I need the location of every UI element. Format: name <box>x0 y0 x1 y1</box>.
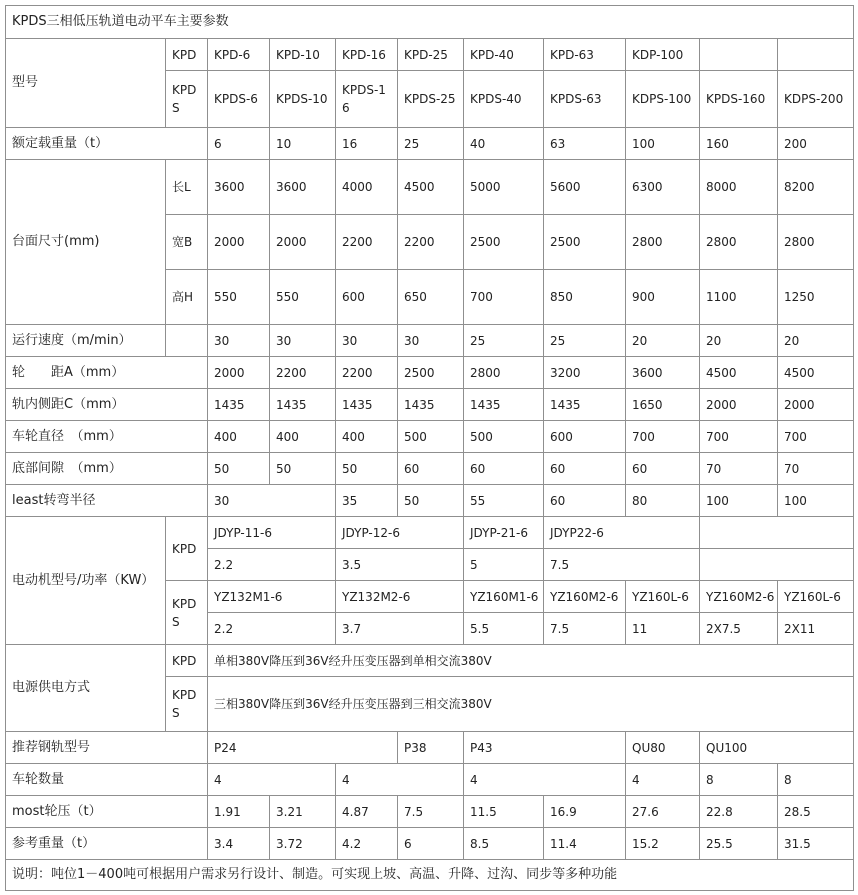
power-kpd-row <box>6 645 854 677</box>
rail-row <box>6 732 854 764</box>
motor-kpds-power: 2X7.5 <box>700 613 778 645</box>
load-cell: 40 <box>464 128 544 160</box>
motor-kpd-power: 3.5 <box>336 549 464 581</box>
size-cell: 2200 <box>398 215 464 270</box>
speed-row <box>6 325 854 357</box>
model-kpd-cell: KPD-16 <box>336 39 398 71</box>
motor-kpd-model-row <box>6 517 854 549</box>
model-kpd-cell: KDP-100 <box>626 39 700 71</box>
speed-cell: 25 <box>544 325 626 357</box>
size-cell: 600 <box>336 270 398 325</box>
ref-weight-label: 参考重量（t） <box>6 828 208 860</box>
size-cell: 2500 <box>544 215 626 270</box>
rail-cell: QU80 <box>626 732 700 764</box>
ref-weight-cell: 25.5 <box>700 828 778 860</box>
clearance-cell: 70 <box>700 453 778 485</box>
model-kpd-cell: KPD-40 <box>464 39 544 71</box>
motor-kpd-empty <box>700 517 854 549</box>
ref-weight-cell: 11.4 <box>544 828 626 860</box>
max-load-cell: 11.5 <box>464 796 544 828</box>
turn-radius-cell: 50 <box>398 485 464 517</box>
motor-label: 电动机型号/功率（KW） <box>6 517 166 645</box>
model-kpds-cell: KPDS-6 <box>208 71 270 128</box>
motor-kpds-power: 7.5 <box>544 613 626 645</box>
model-kpds-cell: KPDS-10 <box>270 71 336 128</box>
size-sub-label: 长L <box>166 160 208 215</box>
wheelbase-cell: 3200 <box>544 357 626 389</box>
clearance-cell: 60 <box>544 453 626 485</box>
wheel-count-cell: 8 <box>778 764 854 796</box>
clearance-label: 底部间隙 （mm） <box>6 453 208 485</box>
model-kpd-row <box>6 39 854 71</box>
gauge-label: 轨内侧距C（mm） <box>6 389 208 421</box>
speed-cell: 20 <box>778 325 854 357</box>
speed-cell: 30 <box>208 325 270 357</box>
wheel-count-row <box>6 764 854 796</box>
rail-cell: P43 <box>464 732 626 764</box>
turn-radius-cell: 55 <box>464 485 544 517</box>
size-cell: 1250 <box>778 270 854 325</box>
wheelbase-row <box>6 357 854 389</box>
motor-kpd-model: JDYP-21-6 <box>464 517 544 549</box>
wheelbase-cell: 4500 <box>700 357 778 389</box>
wheel-dia-cell: 400 <box>208 421 270 453</box>
model-kpds-cell: KDPS-100 <box>626 71 700 128</box>
max-load-cell: 28.5 <box>778 796 854 828</box>
motor-kpds-power: 2X11 <box>778 613 854 645</box>
size-cell: 2800 <box>700 215 778 270</box>
ref-weight-cell: 15.2 <box>626 828 700 860</box>
size-cell: 1100 <box>700 270 778 325</box>
model-kpd-empty <box>778 39 854 71</box>
clearance-cell: 60 <box>398 453 464 485</box>
max-load-cell: 16.9 <box>544 796 626 828</box>
size-cell: 2800 <box>778 215 854 270</box>
rail-cell: P38 <box>398 732 464 764</box>
model-label: 型号 <box>6 39 166 128</box>
motor-kpds-power: 2.2 <box>208 613 336 645</box>
max-load-row <box>6 796 854 828</box>
size-cell: 5000 <box>464 160 544 215</box>
power-kpds-label: KPDS <box>166 677 208 732</box>
turn-radius-cell: 35 <box>336 485 398 517</box>
clearance-cell: 50 <box>270 453 336 485</box>
size-cell: 550 <box>208 270 270 325</box>
speed-cell: 30 <box>398 325 464 357</box>
wheelbase-cell: 3600 <box>626 357 700 389</box>
motor-kpds-model: YZ132M2-6 <box>336 581 464 613</box>
max-load-label: most轮压（t） <box>6 796 208 828</box>
size-cell: 4000 <box>336 160 398 215</box>
size-cell: 4500 <box>398 160 464 215</box>
size-l-row <box>6 160 854 215</box>
wheel-count-cell: 8 <box>700 764 778 796</box>
speed-label: 运行速度（m/min） <box>6 325 166 357</box>
motor-kpds-model: YZ160M2-6 <box>544 581 626 613</box>
gauge-cell: 1650 <box>626 389 700 421</box>
turn-radius-cell: 60 <box>544 485 626 517</box>
ref-weight-cell: 3.4 <box>208 828 270 860</box>
motor-kpds-model: YZ160M1-6 <box>464 581 544 613</box>
ref-weight-cell: 31.5 <box>778 828 854 860</box>
wheel-dia-row <box>6 421 854 453</box>
wheel-dia-cell: 500 <box>398 421 464 453</box>
spec-table-container <box>5 5 854 891</box>
wheelbase-cell: 2200 <box>336 357 398 389</box>
motor-kpd-power: 7.5 <box>544 549 700 581</box>
load-cell: 100 <box>626 128 700 160</box>
size-cell: 8200 <box>778 160 854 215</box>
table-title: KPDS三相低压轨道电动平车主要参数 <box>6 6 854 39</box>
wheelbase-cell: 2200 <box>270 357 336 389</box>
wheel-dia-cell: 400 <box>336 421 398 453</box>
wheelbase-cell: 2500 <box>398 357 464 389</box>
motor-kpd-power: 5 <box>464 549 544 581</box>
clearance-cell: 50 <box>336 453 398 485</box>
gauge-cell: 2000 <box>700 389 778 421</box>
speed-empty <box>166 325 208 357</box>
motor-kpds-model: YZ160L-6 <box>626 581 700 613</box>
size-cell: 8000 <box>700 160 778 215</box>
load-cell: 6 <box>208 128 270 160</box>
wheel-dia-cell: 500 <box>464 421 544 453</box>
wheelbase-cell: 4500 <box>778 357 854 389</box>
gauge-cell: 2000 <box>778 389 854 421</box>
size-sub-label: 宽B <box>166 215 208 270</box>
model-kpds-cell: KPDS-40 <box>464 71 544 128</box>
model-kpds-cell: KPDS-16 <box>336 71 398 128</box>
max-load-cell: 4.87 <box>336 796 398 828</box>
speed-cell: 30 <box>270 325 336 357</box>
model-kpds-cell: KPDS-63 <box>544 71 626 128</box>
model-kpds-label: KPDS <box>166 71 208 128</box>
motor-kpd-model: JDYP-11-6 <box>208 517 336 549</box>
turn-radius-label: least转弯半径 <box>6 485 208 517</box>
ref-weight-cell: 6 <box>398 828 464 860</box>
model-kpd-cell: KPD-25 <box>398 39 464 71</box>
size-cell: 850 <box>544 270 626 325</box>
load-label: 额定载重量（t） <box>6 128 208 160</box>
speed-cell: 20 <box>626 325 700 357</box>
size-label: 台面尺寸(mm) <box>6 160 166 325</box>
gauge-row <box>6 389 854 421</box>
wheelbase-cell: 2800 <box>464 357 544 389</box>
model-kpd-empty <box>700 39 778 71</box>
speed-cell: 30 <box>336 325 398 357</box>
max-load-cell: 27.6 <box>626 796 700 828</box>
clearance-cell: 50 <box>208 453 270 485</box>
load-cell: 10 <box>270 128 336 160</box>
rail-cell: QU100 <box>700 732 854 764</box>
wheel-count-label: 车轮数量 <box>6 764 208 796</box>
motor-kpd-model: JDYP22-6 <box>544 517 700 549</box>
size-cell: 3600 <box>270 160 336 215</box>
size-cell: 2000 <box>208 215 270 270</box>
gauge-cell: 1435 <box>208 389 270 421</box>
max-load-cell: 3.21 <box>270 796 336 828</box>
turn-radius-row <box>6 485 854 517</box>
motor-kpds-power: 5.5 <box>464 613 544 645</box>
model-kpd-label: KPD <box>166 39 208 71</box>
ref-weight-cell: 3.72 <box>270 828 336 860</box>
wheel-dia-cell: 700 <box>700 421 778 453</box>
wheel-dia-cell: 600 <box>544 421 626 453</box>
ref-weight-cell: 8.5 <box>464 828 544 860</box>
model-kpds-cell: KPDS-160 <box>700 71 778 128</box>
load-cell: 16 <box>336 128 398 160</box>
wheel-count-cell: 4 <box>208 764 336 796</box>
title-row <box>6 6 854 39</box>
motor-kpds-model: YZ160M2-6 <box>700 581 778 613</box>
size-cell: 650 <box>398 270 464 325</box>
wheel-dia-label: 车轮直径 （mm） <box>6 421 208 453</box>
max-load-cell: 22.8 <box>700 796 778 828</box>
ref-weight-row <box>6 828 854 860</box>
gauge-cell: 1435 <box>544 389 626 421</box>
size-cell: 2800 <box>626 215 700 270</box>
size-cell: 900 <box>626 270 700 325</box>
wheel-count-cell: 4 <box>626 764 700 796</box>
size-cell: 2500 <box>464 215 544 270</box>
motor-kpd-power: 2.2 <box>208 549 336 581</box>
power-label: 电源供电方式 <box>6 645 166 732</box>
gauge-cell: 1435 <box>336 389 398 421</box>
speed-cell: 20 <box>700 325 778 357</box>
rail-label: 推荐钢轨型号 <box>6 732 208 764</box>
power-kpds-text: 三相380V降压到36V经升压变压器到三相交流380V <box>208 677 854 732</box>
load-row <box>6 128 854 160</box>
load-cell: 25 <box>398 128 464 160</box>
gauge-cell: 1435 <box>464 389 544 421</box>
clearance-cell: 70 <box>778 453 854 485</box>
turn-radius-cell: 80 <box>626 485 700 517</box>
model-kpd-cell: KPD-6 <box>208 39 270 71</box>
size-cell: 3600 <box>208 160 270 215</box>
note-row <box>6 860 854 891</box>
note-text: 说明：吨位1－400吨可根据用户需求另行设计、制造。可实现上坡、高温、升降、过沟、同步等多种功能 <box>6 860 854 891</box>
gauge-cell: 1435 <box>270 389 336 421</box>
max-load-cell: 1.91 <box>208 796 270 828</box>
model-kpd-cell: KPD-63 <box>544 39 626 71</box>
turn-radius-cell: 100 <box>778 485 854 517</box>
spec-table <box>5 5 854 891</box>
turn-radius-cell: 30 <box>208 485 336 517</box>
load-cell: 160 <box>700 128 778 160</box>
wheelbase-cell: 2000 <box>208 357 270 389</box>
power-kpd-text: 单相380V降压到36V经升压变压器到单相交流380V <box>208 645 854 677</box>
rail-cell: P24 <box>208 732 398 764</box>
motor-kpds-power: 3.7 <box>336 613 464 645</box>
load-cell: 200 <box>778 128 854 160</box>
power-kpd-label: KPD <box>166 645 208 677</box>
load-cell: 63 <box>544 128 626 160</box>
motor-kpds-model: YZ160L-6 <box>778 581 854 613</box>
wheelbase-label: 轮 距A（mm） <box>6 357 208 389</box>
motor-kpds-model: YZ132M1-6 <box>208 581 336 613</box>
motor-kpds-power: 11 <box>626 613 700 645</box>
size-sub-label: 高H <box>166 270 208 325</box>
size-cell: 700 <box>464 270 544 325</box>
clearance-row <box>6 453 854 485</box>
ref-weight-cell: 4.2 <box>336 828 398 860</box>
speed-cell: 25 <box>464 325 544 357</box>
turn-radius-cell: 100 <box>700 485 778 517</box>
motor-kpd-empty <box>700 549 854 581</box>
wheel-dia-cell: 400 <box>270 421 336 453</box>
size-cell: 2000 <box>270 215 336 270</box>
wheel-dia-cell: 700 <box>626 421 700 453</box>
model-kpd-cell: KPD-10 <box>270 39 336 71</box>
size-cell: 5600 <box>544 160 626 215</box>
wheel-count-cell: 4 <box>336 764 464 796</box>
motor-kpds-label: KPDS <box>166 581 208 645</box>
motor-kpd-model: JDYP-12-6 <box>336 517 464 549</box>
size-cell: 2200 <box>336 215 398 270</box>
size-cell: 550 <box>270 270 336 325</box>
max-load-cell: 7.5 <box>398 796 464 828</box>
wheel-count-cell: 4 <box>464 764 626 796</box>
clearance-cell: 60 <box>464 453 544 485</box>
clearance-cell: 60 <box>626 453 700 485</box>
gauge-cell: 1435 <box>398 389 464 421</box>
size-cell: 6300 <box>626 160 700 215</box>
model-kpds-cell: KPDS-25 <box>398 71 464 128</box>
wheel-dia-cell: 700 <box>778 421 854 453</box>
motor-kpd-label: KPD <box>166 517 208 581</box>
model-kpds-cell: KDPS-200 <box>778 71 854 128</box>
